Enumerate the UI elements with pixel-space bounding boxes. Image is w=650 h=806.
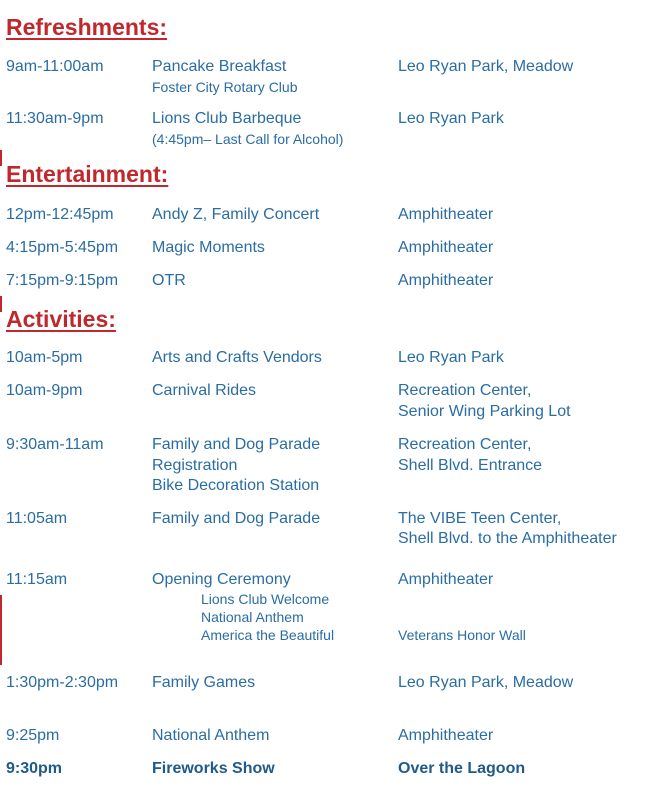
location-cell: Amphitheater — [398, 206, 494, 223]
time-cell: 10am-9pm — [6, 382, 83, 399]
time-cell: 1:30pm-2:30pm — [6, 674, 119, 691]
event-cell: Opening Ceremony — [152, 571, 291, 588]
time-cell: 9:30am-11am — [6, 436, 104, 453]
event-cell-line2: Registration — [152, 457, 238, 474]
event-cell-highlight: Fireworks Show — [152, 760, 275, 777]
time-cell: 9:25pm — [6, 727, 60, 744]
location-cell: Recreation Center, — [398, 382, 532, 399]
location-cell: Leo Ryan Park, Meadow — [398, 58, 574, 75]
event-cell: Arts and Crafts Vendors — [152, 349, 322, 366]
event-cell-line3: Bike Decoration Station — [152, 477, 320, 494]
time-cell: 12pm-12:45pm — [6, 206, 114, 223]
event-cell: Family and Dog Parade — [152, 436, 321, 453]
event-cell: Magic Moments — [152, 239, 265, 256]
event-cell: Pancake Breakfast — [152, 58, 287, 75]
location-cell: Leo Ryan Park, Meadow — [398, 674, 574, 691]
event-subitem: Lions Club Welcome — [201, 591, 330, 607]
location-cell: Recreation Center, — [398, 436, 532, 453]
time-cell: 11:05am — [6, 510, 68, 527]
time-cell: 7:15pm-9:15pm — [6, 272, 119, 289]
event-subtext: Foster City Rotary Club — [152, 79, 298, 95]
location-subtext: Veterans Honor Wall — [398, 627, 526, 643]
edge-mark — [0, 296, 2, 312]
time-cell: 10am-5pm — [6, 349, 83, 366]
event-cell: Andy Z, Family Concert — [152, 206, 320, 223]
event-cell: OTR — [152, 272, 186, 289]
section-heading-entertainment: Entertainment: — [6, 161, 169, 187]
event-cell: Carnival Rides — [152, 382, 257, 399]
location-cell-line2: Senior Wing Parking Lot — [398, 403, 571, 420]
location-cell: The VIBE Teen Center, — [398, 510, 562, 527]
location-cell: Amphitheater — [398, 239, 494, 256]
time-cell-highlight: 9:30pm — [6, 760, 63, 777]
event-cell: National Anthem — [152, 727, 270, 744]
location-cell-highlight: Over the Lagoon — [398, 760, 526, 777]
location-cell: Amphitheater — [398, 272, 494, 289]
event-cell: Lions Club Barbeque — [152, 110, 302, 127]
section-heading-activities: Activities: — [6, 306, 116, 332]
location-cell: Leo Ryan Park — [398, 349, 504, 366]
time-cell: 4:15pm-5:45pm — [6, 239, 119, 256]
time-cell: 9am-11:00am — [6, 58, 104, 75]
event-subtext: (4:45pm– Last Call for Alcohol) — [152, 131, 344, 147]
edge-mark — [0, 150, 2, 166]
time-cell: 11:15am — [6, 571, 68, 588]
time-cell: 11:30am-9pm — [6, 110, 104, 127]
location-cell-line2: Shell Blvd. to the Amphitheater — [398, 530, 617, 547]
event-subitem: America the Beautiful — [201, 627, 335, 643]
location-cell-line2: Shell Blvd. Entrance — [398, 457, 543, 474]
location-cell: Amphitheater — [398, 727, 494, 744]
event-cell: Family and Dog Parade — [152, 510, 321, 527]
location-cell: Amphitheater — [398, 571, 494, 588]
section-heading-refreshments: Refreshments: — [6, 14, 168, 40]
event-cell: Family Games — [152, 674, 256, 691]
location-cell: Leo Ryan Park — [398, 110, 504, 127]
edge-mark — [0, 595, 2, 665]
event-subitem: National Anthem — [201, 609, 304, 625]
